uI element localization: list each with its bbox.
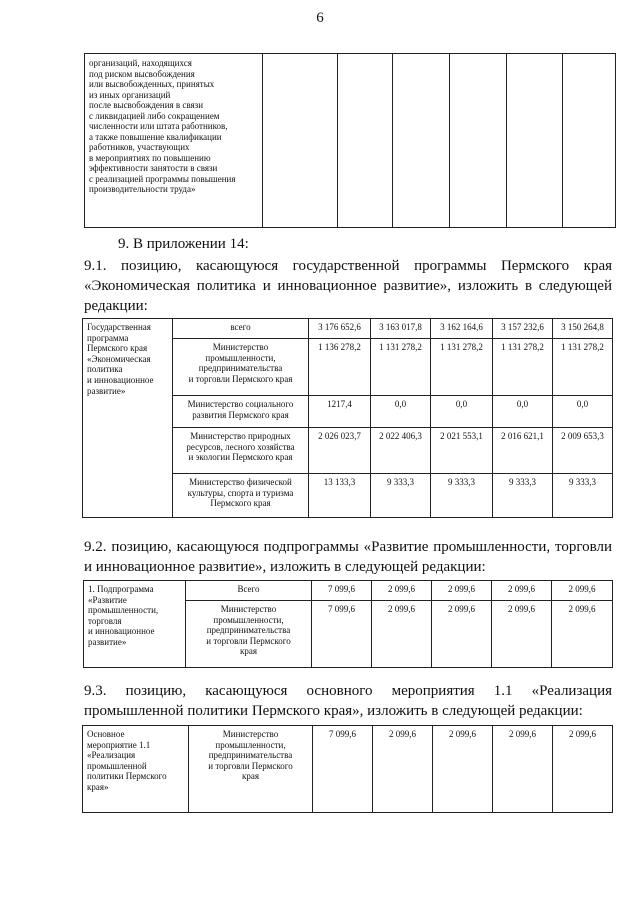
empty-cell [450, 54, 507, 228]
value-cell: 2 016 621,1 [493, 428, 553, 474]
value-cell: 3 157 232,6 [493, 319, 553, 339]
value-cell: 1 136 278,2 [309, 339, 371, 396]
value-cell: 2 099,6 [492, 581, 552, 601]
value-cell: 0,0 [493, 396, 553, 428]
value-cell: 2 022 406,3 [371, 428, 431, 474]
section-9-heading: 9. В приложении 14: [118, 236, 249, 252]
value-cell: 2 099,6 [552, 601, 613, 668]
page-number: 6 [316, 10, 324, 26]
value-cell: 1 131 278,2 [371, 339, 431, 396]
row-label: Министерство промышленности, предпринимательства и торговли Пермского края [189, 726, 313, 813]
value-cell: 3 150 264,8 [553, 319, 613, 339]
main-measure-name-cell: Основное мероприятие 1.1 «Реализация промышленной политики Пермского края» [83, 726, 189, 813]
value-cell: 2 099,6 [373, 726, 433, 813]
value-cell: 2 009 653,3 [553, 428, 613, 474]
program-table [82, 318, 613, 518]
row-label: всего [173, 319, 309, 339]
value-cell: 7 099,6 [313, 726, 373, 813]
value-cell: 2 021 553,1 [431, 428, 493, 474]
value-cell: 2 099,6 [493, 726, 553, 813]
row-label: Министерство социального развития Пермского края [173, 396, 309, 428]
value-cell: 9 333,3 [431, 474, 493, 518]
program-name-cell: Государственная программа Пермского края «Экономическая политика и инновационное развитие» [83, 319, 173, 518]
value-cell: 1 131 278,2 [553, 339, 613, 396]
value-cell: 9 333,3 [371, 474, 431, 518]
empty-cell [338, 54, 393, 228]
value-cell: 3 162 164,6 [431, 319, 493, 339]
value-cell: 3 176 652,6 [309, 319, 371, 339]
main-measure-table [82, 725, 613, 813]
row-label: Министерство промышленности, предпринимательства и торговли Пермского края [173, 339, 309, 396]
continued-program-text: организаций, находящихся под риском высвобождения или высвобожденных, принятых из иных организаций после высвобождения в связи с ликвидацией либо сокращением численности или штата работников, а также повышение квалификации работников, участвующих в мероприятиях по повышению эффективности занятости в связи с реализацией программы повышения производительности труда» [85, 54, 263, 228]
empty-cell [393, 54, 450, 228]
continued-table [84, 53, 616, 228]
paragraph-9-2: 9.2. позицию, касающуюся подпрограммы «Развитие промышленности, торговли и инновационное развитие», изложить в следующей редакции: [84, 539, 612, 575]
row-label: Всего [186, 581, 312, 601]
value-cell: 2 099,6 [432, 601, 492, 668]
value-cell: 13 133,3 [309, 474, 371, 518]
value-cell: 9 333,3 [553, 474, 613, 518]
value-cell: 0,0 [431, 396, 493, 428]
paragraph-9-1: 9.1. позицию, касающуюся государственной программы Пермского края «Экономическая политика и инновационное развитие», изложить в следующей редакции: [84, 258, 612, 314]
row-label: Министерство физической культуры, спорта и туризма Пермского края [173, 474, 309, 518]
value-cell: 0,0 [371, 396, 431, 428]
value-cell: 9 333,3 [493, 474, 553, 518]
subprogram-name-cell: 1. Подпрограмма «Развитие промышленности, торговля и инновационное развитие» [84, 581, 186, 668]
value-cell: 7 099,6 [312, 601, 372, 668]
paragraph-9-3: 9.3. позицию, касающуюся основного мероприятия 1.1 «Реализация промышленной политики Пермского края», изложить в следующей редакции: [84, 683, 612, 719]
row-label: Министерство природных ресурсов, лесного хозяйства и экологии Пермского края [173, 428, 309, 474]
subprogram-table [83, 580, 613, 668]
empty-cell [263, 54, 338, 228]
value-cell: 2 099,6 [553, 726, 613, 813]
value-cell: 2 099,6 [372, 581, 432, 601]
row-label: Министерство промышленности, предпринимательства и торговли Пермского края [186, 601, 312, 668]
value-cell: 3 163 017,8 [371, 319, 431, 339]
value-cell: 2 026 023,7 [309, 428, 371, 474]
empty-cell [563, 54, 616, 228]
value-cell: 2 099,6 [552, 581, 613, 601]
value-cell: 7 099,6 [312, 581, 372, 601]
value-cell: 1217,4 [309, 396, 371, 428]
value-cell: 2 099,6 [492, 601, 552, 668]
empty-cell [507, 54, 563, 228]
value-cell: 1 131 278,2 [431, 339, 493, 396]
value-cell: 2 099,6 [372, 601, 432, 668]
value-cell: 1 131 278,2 [493, 339, 553, 396]
value-cell: 2 099,6 [432, 581, 492, 601]
value-cell: 2 099,6 [433, 726, 493, 813]
value-cell: 0,0 [553, 396, 613, 428]
